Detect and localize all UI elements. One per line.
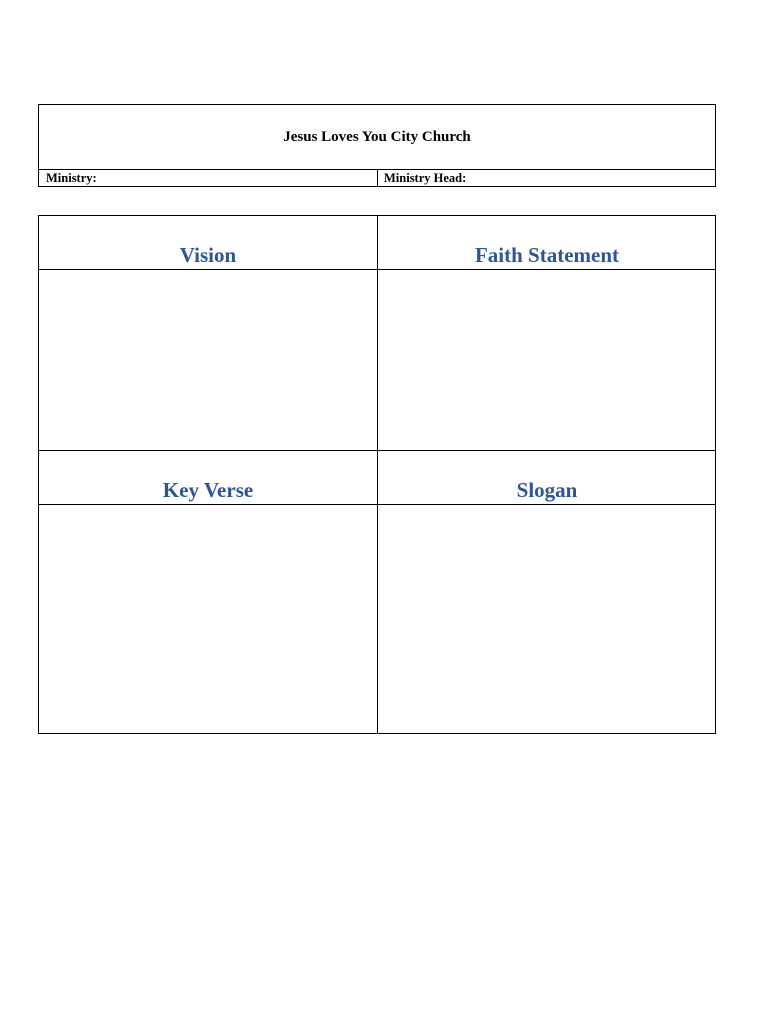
ministry-head-field[interactable] [378, 170, 715, 187]
key-verse-heading: Key Verse [162, 478, 254, 502]
vision-heading: Vision [179, 243, 237, 267]
ministry-plan-grid [38, 215, 716, 734]
faith-statement-content-area[interactable] [378, 270, 716, 450]
church-title: Jesus Loves You City Church [283, 128, 471, 145]
key-verse-content-area[interactable] [39, 505, 377, 733]
slogan-heading: Slogan [516, 478, 578, 502]
slogan-content-area[interactable] [378, 505, 716, 733]
faith-statement-heading: Faith Statement [474, 243, 620, 267]
vision-content-area[interactable] [39, 270, 377, 450]
ministry-field[interactable] [39, 170, 378, 187]
ministry-head-label: Ministry Head: [384, 171, 467, 185]
church-header-table [38, 104, 716, 187]
ministry-info-row [39, 169, 715, 187]
ministry-label: Ministry: [46, 171, 97, 185]
